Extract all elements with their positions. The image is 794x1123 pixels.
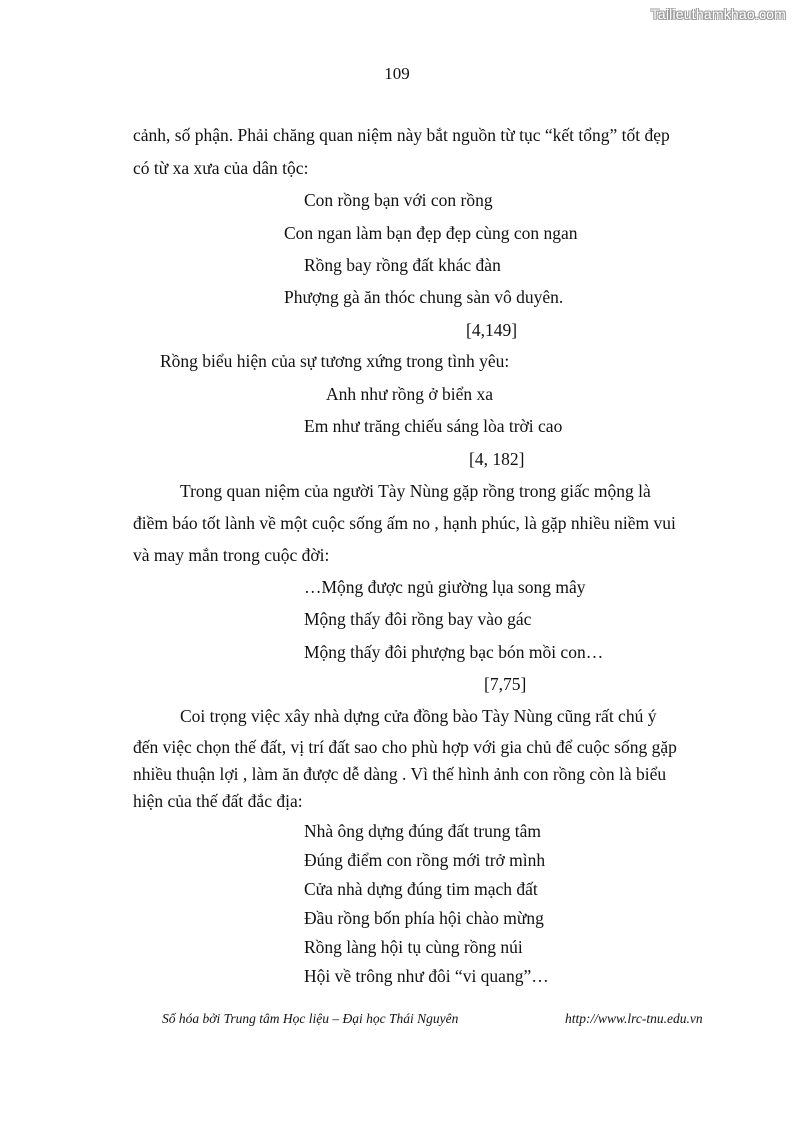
watermark-text: Tailieuthamkhao.com [650,6,786,22]
poem-line-3: Rồng bay rồng đất khác đàn [304,255,501,275]
citation-3: [7,75] [484,674,527,694]
poem-line-7: …Mộng được ngủ giường lụa song mây [304,577,586,597]
body-line-10: hiện của thế đất đắc địa: [133,791,303,811]
poem-line-4: Phượng gà ăn thóc chung sàn vô duyên. [284,287,564,307]
poem-line-15: Hội về trông như đôi “vi quang”… [304,966,549,986]
body-line-3: Rồng biểu hiện của sự tương xứng trong tình yêu: [160,351,510,371]
poem-line-6: Em như trăng chiếu sáng lòa trời cao [304,416,563,436]
poem-line-8: Mộng thấy đôi rồng bay vào gác [304,609,532,629]
citation-2: [4, 182] [469,449,525,469]
poem-line-13: Đầu rồng bốn phía hội chào mừng [304,908,544,928]
citation-1: [4,149] [466,320,518,340]
poem-line-10: Nhà ông dựng đúng đất trung tâm [304,821,541,841]
poem-line-5: Anh như rồng ở biển xa [326,384,493,404]
footer-url[interactable]: http://www.lrc-tnu.edu.vn [565,1011,703,1026]
body-line-9: nhiều thuận lợi , làm ăn được dễ dàng . Vì thế hình ảnh con rồng còn là biểu [133,764,667,784]
body-line-4: Trong quan niệm của người Tày Nùng gặp rồng trong giấc mộng là [180,481,651,501]
poem-line-12: Cửa nhà dựng đúng tim mạch đất [304,879,538,899]
poem-line-2: Con ngan làm bạn đẹp đẹp cùng con ngan [284,223,578,243]
body-line-8: đến việc chọn thế đất, vị trí đất sao cho phù hợp với gia chủ để cuộc sống gặp [133,737,677,757]
poem-line-14: Rồng làng hội tụ cùng rồng núi [304,937,523,957]
page-number: 109 [384,64,410,83]
body-line-2: có từ xa xưa của dân tộc: [133,158,309,178]
body-line-7: Coi trọng việc xây nhà dựng cửa đồng bào Tày Nùng cũng rất chú ý [180,706,657,726]
poem-line-11: Đúng điểm con rồng mới trở mình [304,850,546,870]
body-line-5: điềm báo tốt lành về một cuộc sống ấm no , hạnh phúc, là gặp nhiều niềm vui [133,513,676,533]
body-line-1: cảnh, số phận. Phải chăng quan niệm này bắt nguồn từ tục “kết tổng” tốt đẹp [133,125,670,145]
poem-line-9: Mộng thấy đôi phượng bạc bón mồi con… [304,642,604,662]
body-line-6: và may mắn trong cuộc đời: [133,545,330,565]
footer-credit: Số hóa bởi Trung tâm Học liệu – Đại học Thái Nguyên [162,1011,459,1026]
poem-line-1: Con rồng bạn với con rồng [304,190,493,210]
